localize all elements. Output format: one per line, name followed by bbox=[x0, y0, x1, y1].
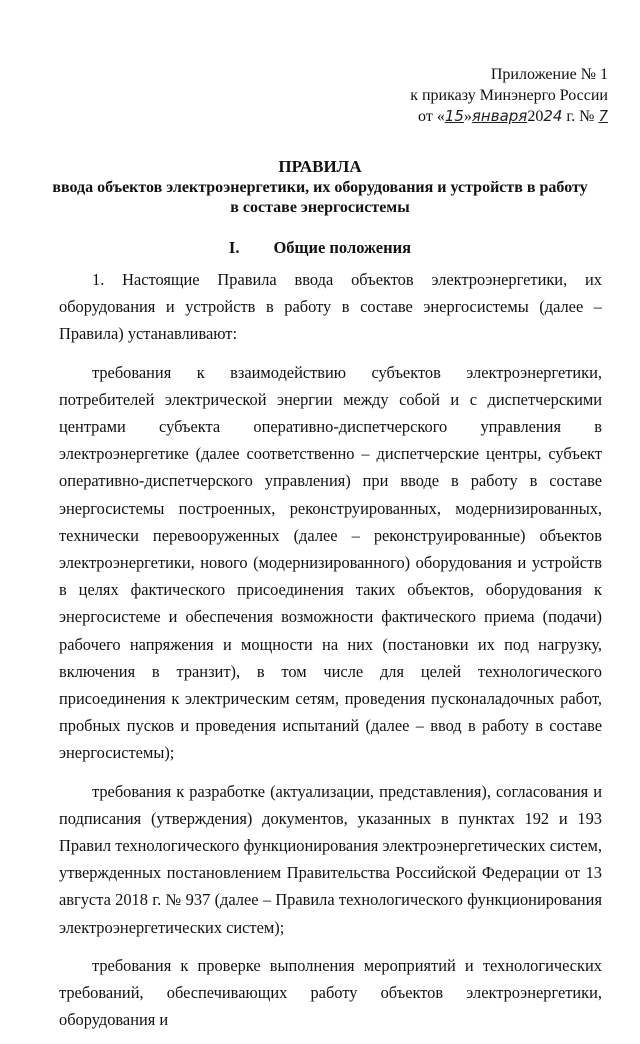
document-body bbox=[59, 266, 602, 1044]
paragraph: требования к проверке выполнения мероприятий и технологических требований, обеспечивающих работу объектов электроэнергетики, оборудования и bbox=[59, 955, 602, 1030]
approval-stamp bbox=[410, 64, 608, 127]
section-heading bbox=[40, 238, 600, 258]
section-number: I. bbox=[228, 238, 240, 257]
handwritten-year: 24 bbox=[543, 107, 563, 125]
order-reference: к приказу Минэнерго России bbox=[410, 87, 608, 104]
paragraph: 1. Настоящие Правила ввода объектов электроэнергетики, их оборудования и устройств в работу в составе энергосистемы (далее – Правила) устанавливают: bbox=[59, 270, 602, 344]
title-main: ПРАВИЛА bbox=[278, 157, 362, 176]
paragraph: требования к разработке (актуализации, представления), согласования и подписания (утверждения) документов, указанных в пунктах 192 и 193 Правил технологического функционирования электроэнергетических систем, утвержденных постановлением Правительства Российской Федерации от 13 августа 2018 г. № 937 (далее – Правила технологического функционирования электроэнергетических систем); bbox=[59, 781, 602, 937]
title-subtitle-line2: в составе энергосистемы bbox=[230, 199, 410, 216]
handwritten-order-number: 7 bbox=[598, 107, 608, 125]
handwritten-month: января bbox=[471, 107, 528, 125]
document-title bbox=[40, 157, 600, 218]
handwritten-day: 15 bbox=[444, 107, 464, 125]
title-subtitle-line1: ввода объектов электроэнергетики, их оборудования и устройств в работу bbox=[52, 179, 588, 196]
paragraph: требования к взаимодействию субъектов электроэнергетики, потребителей электрической энергии между собой и с диспетчерскими центрами субъекта оперативно-диспетчерского управления в электроэнергетике (далее соответственно – диспетчерские центры, субъект оперативно-диспетчерского управления) при вводе в работу в составе энергосистемы построенных, реконструированных, модернизированных, технически перевооруженных (далее – реконструированные) объектов электроэнергетики, нового (модернизированного) оборудования и устройств в целях фактического присоединения таких объектов, оборудования к энергосистеме и обеспечения возможности фактического приема (подачи) рабочего напряжения и мощности на них (постановки их под нагрузку, включения в транзит), в том числе для целей технологического присоединения к электрическим сетям, проведения пусконаладочных работ, пробных пусков и проведения испытаний (далее – ввод в работу в составе энергосистемы); bbox=[59, 362, 602, 763]
appendix-number: Приложение № 1 bbox=[490, 66, 608, 83]
section-title: Общие положения bbox=[273, 238, 412, 257]
order-date-line: от «15»января2024 г. № 7 bbox=[418, 107, 608, 125]
